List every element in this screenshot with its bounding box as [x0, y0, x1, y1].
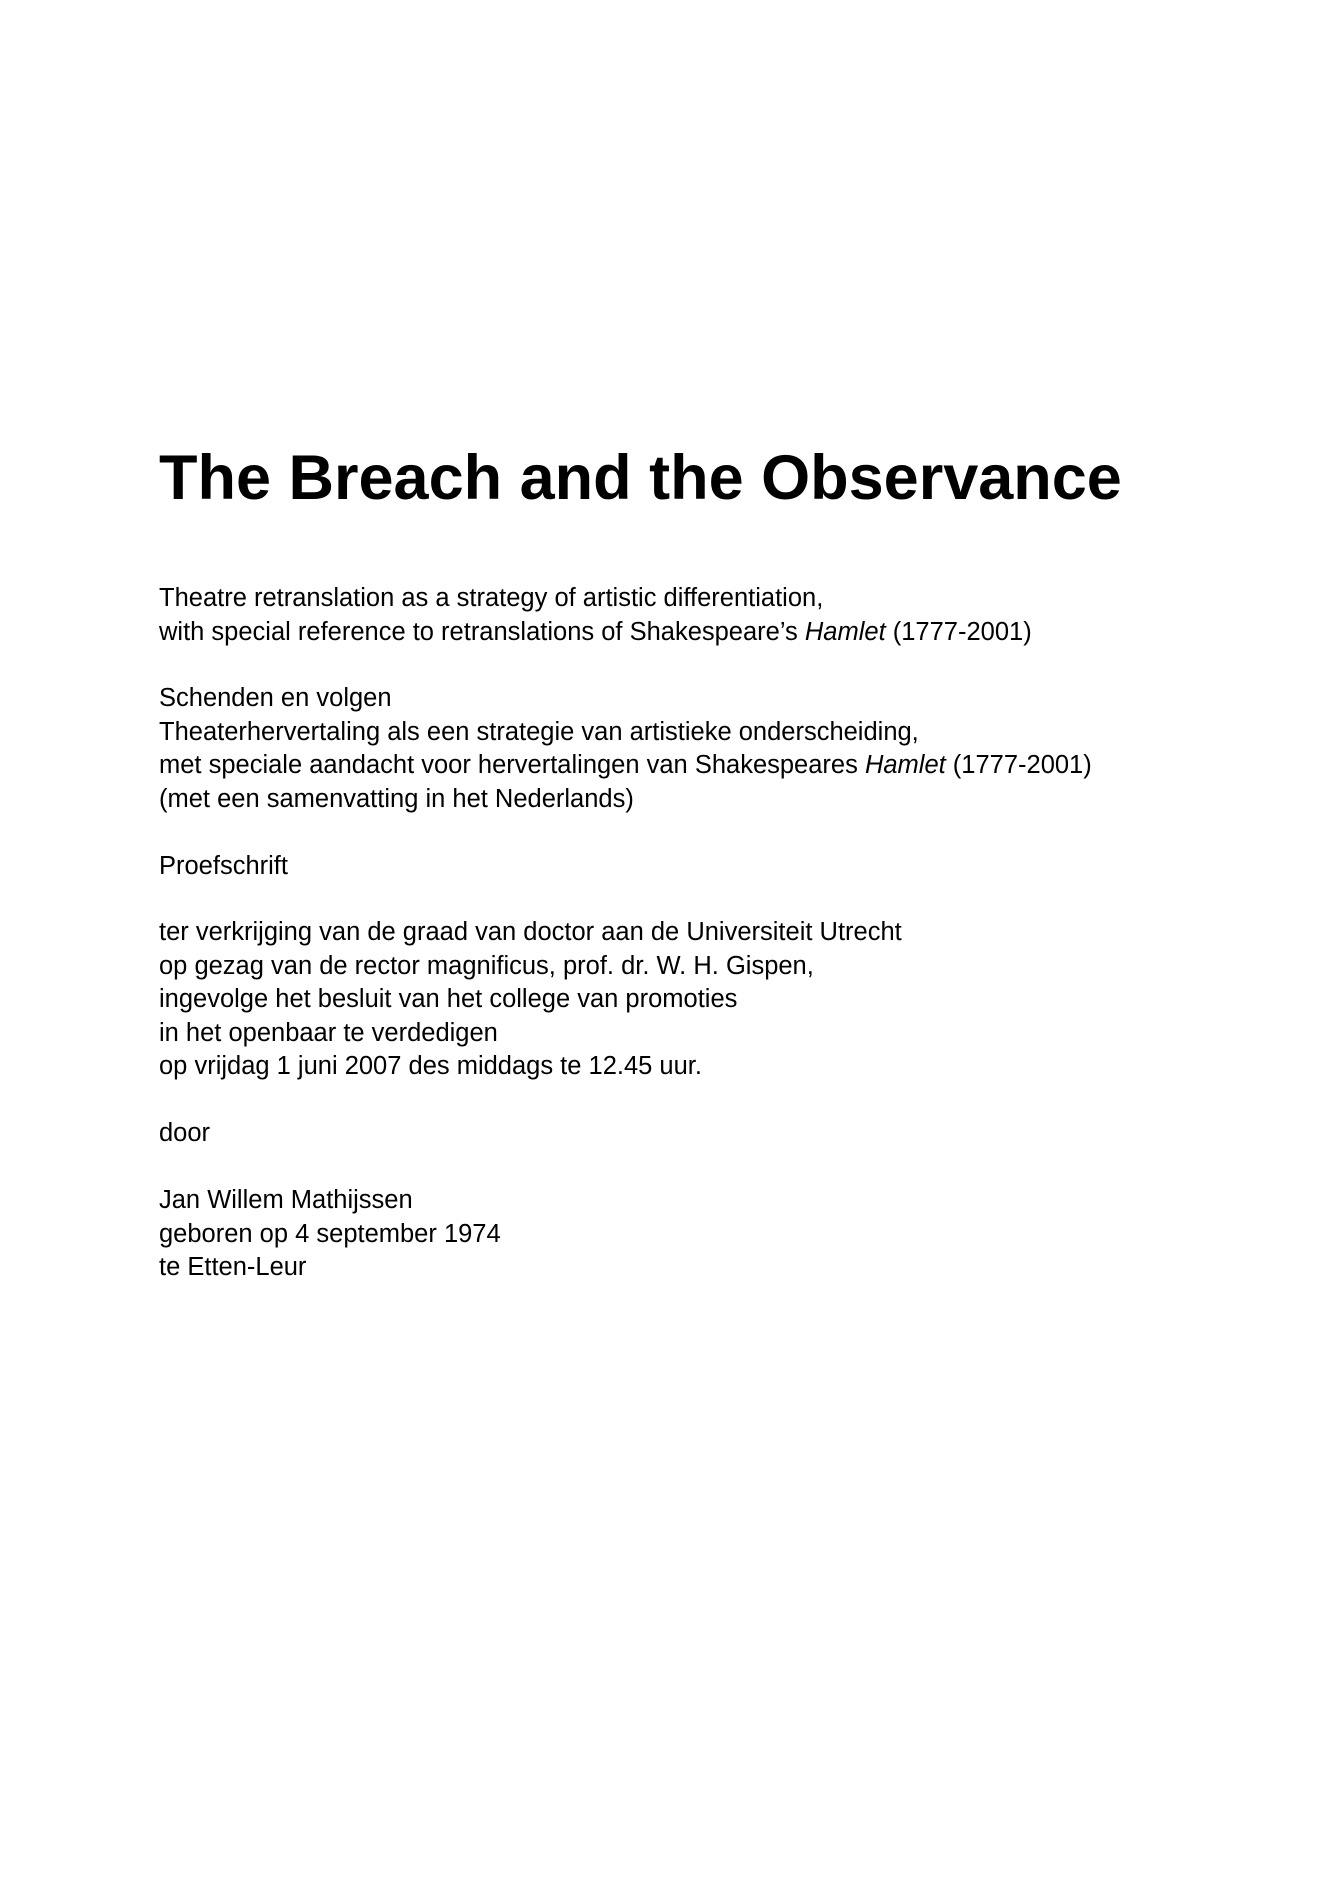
- dutch-title-line-3: [159, 749, 1092, 783]
- door-label: door: [159, 1119, 211, 1147]
- dutch-title-line-1: Schenden en volgen: [159, 684, 392, 712]
- subtitle-line-1: Theatre retranslation as a strategy of artistic differentiation,: [159, 584, 824, 612]
- subtitle-line-2-years: (1777-2001): [885, 617, 1032, 646]
- degree-line-3: ingevolge het besluit van het college van promoties: [159, 985, 738, 1013]
- degree-line-5: op vrijdag 1 juni 2007 des middags te 12.45 uur.: [159, 1052, 702, 1080]
- degree-line-1: ter verkrijging van de graad van doctor aan de Universiteit Utrecht: [159, 918, 902, 946]
- dutch-title-line-3-years: (1777-2001): [945, 751, 1092, 779]
- dutch-title-line-4: (met een samenvatting in het Nederlands): [159, 784, 634, 813]
- author-birth-place: te Etten-Leur: [159, 1253, 307, 1281]
- english-subtitle: [159, 582, 1032, 649]
- subtitle-line-2: [159, 616, 1032, 650]
- author-block: [159, 1184, 501, 1285]
- dutch-title-line-2: Theaterhervertaling als een strategie van artistieke onderscheiding,: [159, 717, 919, 746]
- degree-line-2: op gezag van de rector magnificus, prof. dr. W. H. Gispen,: [159, 951, 814, 980]
- page-title: The Breach and the Observance: [159, 443, 1122, 513]
- dutch-hamlet-italic: Hamlet: [864, 751, 946, 779]
- proefschrift-label: Proefschrift: [159, 852, 288, 880]
- author-birth-date: geboren op 4 september 1974: [159, 1219, 501, 1248]
- subtitle-hamlet-italic: Hamlet: [804, 617, 886, 646]
- dutch-title-line-3-text: met speciale aandacht voor hervertalingen van Shakespeares: [159, 751, 865, 779]
- subtitle-line-2-text: with special reference to retranslations of Shakespeare’s: [159, 617, 805, 646]
- dutch-title-block: [159, 682, 1092, 816]
- author-name: Jan Willem Mathijssen: [159, 1186, 413, 1214]
- degree-line-4: in het openbaar te verdedigen: [159, 1018, 498, 1047]
- degree-block: [159, 916, 902, 1084]
